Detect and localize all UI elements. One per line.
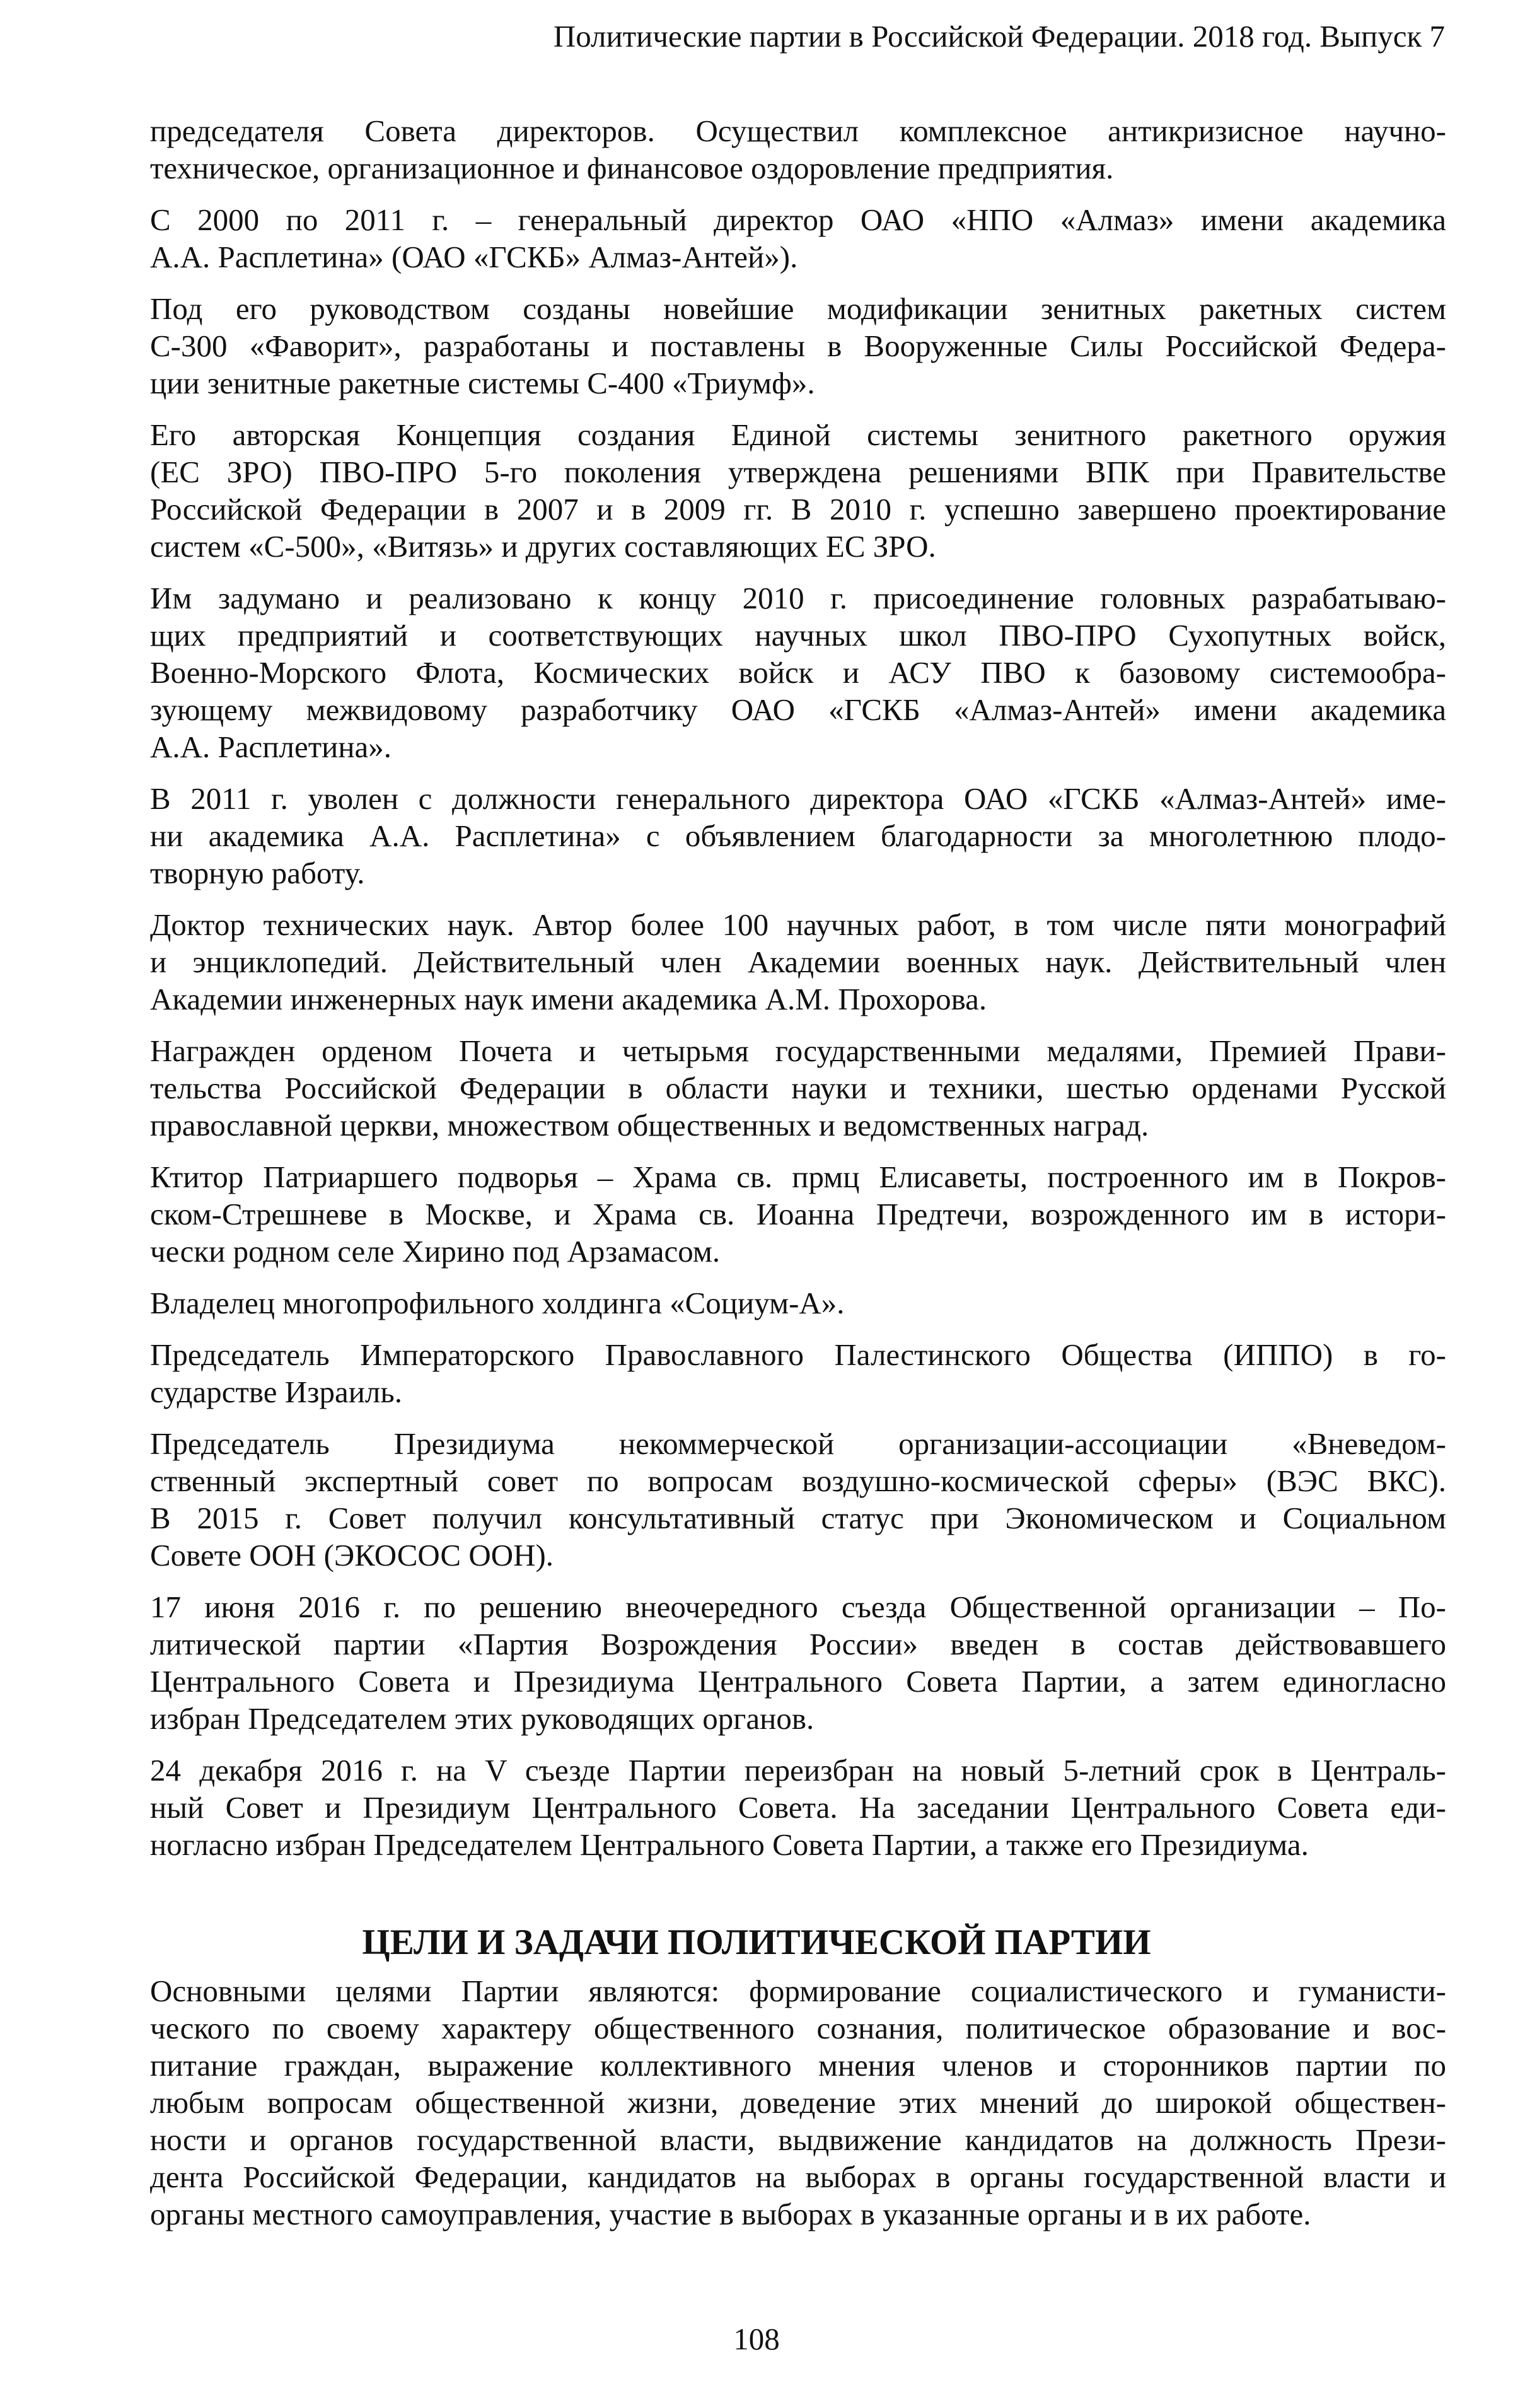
text-line: чески родном селе Хирино под Арзамасом. [150, 1234, 721, 1269]
text-line: ческого по своему характеру общественного сознания, политическое образование и вос- [150, 2011, 1446, 2045]
text-line: литической партии «Партия Возрождения России» введен в состав действовавшего [150, 1627, 1446, 1661]
text-line: питание граждан, выражение коллективного мнения членов и сторонников партии по [150, 2048, 1446, 2083]
text-line: творную работу. [150, 856, 365, 890]
text-line: Им задумано и реализовано к концу 2010 г. присоединение головных разрабатываю- [150, 581, 1446, 615]
text-line: Совете ООН (ЭКОСОС ООН). [150, 1538, 554, 1573]
body-text-upper [150, 112, 1446, 1878]
paragraph [150, 780, 1446, 892]
text-line: ный Совет и Президиум Центрального Совета. На заседании Центрального Совета еди- [150, 1790, 1446, 1825]
text-line: С 2000 по 2011 г. – генеральный директор ОАО «НПО «Алмаз» имени академика [150, 202, 1446, 237]
paragraph [150, 1158, 1446, 1270]
text-line: ности и органов государственной власти, выдвижение кандидатов на должность Прези- [150, 2122, 1446, 2157]
text-line: Председатель Императорского Православного Палестинского Общества (ИППО) в го- [150, 1337, 1446, 1372]
text-line: техническое, организационное и финансовое оздоровление предприятия. [150, 151, 1114, 185]
text-line: Его авторская Концепция создания Единой системы зенитного ракетного оружия [150, 417, 1446, 452]
text-line: председателя Совета директоров. Осуществил комплексное антикризисное научно- [150, 113, 1446, 148]
text-line: А.А. Расплетина» (ОАО «ГСКБ» Алмаз-Антей»). [150, 240, 798, 274]
text-line: А.А. Расплетина». [150, 730, 392, 764]
text-line: 24 декабря 2016 г. на V съезде Партии переизбран на новый 5-летний срок в Централь- [150, 1753, 1446, 1788]
text-line: зующему межвидовому разработчику ОАО «ГСКБ «Алмаз-Антей» имени академика [150, 692, 1446, 727]
text-line: ском-Стрешневе в Москве, и Храма св. Иоанна Предтечи, возрожденного им в истори- [150, 1197, 1446, 1231]
text-line: сударстве Израиль. [150, 1375, 402, 1409]
text-line: В 2011 г. уволен с должности генерального директора ОАО «ГСКБ «Алмаз-Антей» име- [150, 781, 1446, 816]
text-line: 17 июня 2016 г. по решению внеочередного съезда Общественной организации – По- [150, 1590, 1446, 1624]
text-line: ственный экспертный совет по вопросам воздушно-космической сферы» (ВЭС ВКС). [150, 1463, 1446, 1498]
paragraph [150, 290, 1446, 402]
paragraph [150, 1425, 1446, 1574]
text-line: тельства Российской Федерации в области науки и техники, шестью орденами Русской [150, 1071, 1446, 1105]
text-line: Доктор технических наук. Автор более 100 научных работ, в том числе пяти монографий [150, 907, 1446, 942]
paragraph [150, 112, 1446, 187]
text-line: избран Председателем этих руководящих органов. [150, 1701, 814, 1736]
text-line: Награжден орденом Почета и четырьмя государственными медалями, Премией Прави- [150, 1033, 1446, 1068]
paragraph [150, 1972, 1446, 2233]
section-heading: ЦЕЛИ И ЗАДАЧИ ПОЛИТИЧЕСКОЙ ПАРТИИ [362, 1922, 1151, 1962]
text-line: ции зенитные ракетные системы С-400 «Триумф». [150, 366, 815, 400]
paragraph [150, 1336, 1446, 1410]
text-line: Российской Федерации в 2007 и в 2009 гг. В 2010 г. успешно завершено проектирование [150, 492, 1446, 526]
text-line: Владелец многопрофильного холдинга «Социум-А». [150, 1286, 845, 1320]
text-line: систем «С-500», «Витязь» и других составляющих ЕС ЗРО. [150, 529, 936, 564]
text-line: щих предприятий и соответствующих научных школ ПВО-ПРО Сухопутных войск, [150, 618, 1446, 653]
text-line: Центрального Совета и Президиума Центрального Совета Партии, а затем единогласно [150, 1664, 1446, 1699]
paragraph [150, 201, 1446, 276]
text-line: Под его руководством созданы новейшие модификации зенитных ракетных систем [150, 291, 1446, 326]
running-header-title: Политические партии в Российской Федерации. 2018 год. Выпуск 7 [553, 19, 1445, 54]
page-number: 108 [733, 2322, 780, 2356]
text-line: Ктитор Патриаршего подворья – Храма св. прмц Елисаветы, построенного им в Покров- [150, 1160, 1446, 1194]
paragraph [150, 1752, 1446, 1863]
paragraph [150, 1032, 1446, 1144]
body-text-section [150, 1972, 1446, 2247]
paragraph [150, 416, 1446, 565]
text-line: ногласно избран Председателем Центрального Совета Партии, а также его Президиума. [150, 1827, 1309, 1862]
text-line: С-300 «Фаворит», разработаны и поставлены в Вооруженные Силы Российской Федера- [150, 329, 1446, 363]
text-line: любым вопросам общественной жизни, доведение этих мнений до широкой обществен- [150, 2085, 1446, 2120]
text-line: Основными целями Партии являются: формирование социалистического и гуманисти- [150, 1974, 1446, 2008]
text-line: Председатель Президиума некоммерческой организации-ассоциации «Вневедом- [150, 1426, 1446, 1461]
text-line: ни академика А.А. Расплетина» с объявлением благодарности за многолетнюю плодо- [150, 818, 1446, 853]
paragraph [150, 1284, 1446, 1322]
text-line: православной церкви, множеством общественных и ведомственных наград. [150, 1108, 1149, 1143]
text-line: дента Российской Федерации, кандидатов на выборах в органы государственной власти и [150, 2160, 1446, 2194]
text-line: органы местного самоуправления, участие в выборах в указанные органы и в их работе. [150, 2197, 1311, 2231]
text-line: В 2015 г. Совет получил консультативный статус при Экономическом и Социальном [150, 1501, 1446, 1535]
paragraph [150, 1588, 1446, 1737]
text-line: Военно-Морского Флота, Космических войск и АСУ ПВО к базовому системообра- [150, 655, 1446, 690]
paragraph [150, 906, 1446, 1018]
paragraph [150, 579, 1446, 765]
text-line: (ЕС ЗРО) ПВО-ПРО 5-го поколения утверждена решениями ВПК при Правительстве [150, 455, 1446, 489]
text-line: Академии инженерных наук имени академика А.М. Прохорова. [150, 982, 987, 1016]
text-line: и энциклопедий. Действительный член Академии военных наук. Действительный член [150, 945, 1446, 979]
